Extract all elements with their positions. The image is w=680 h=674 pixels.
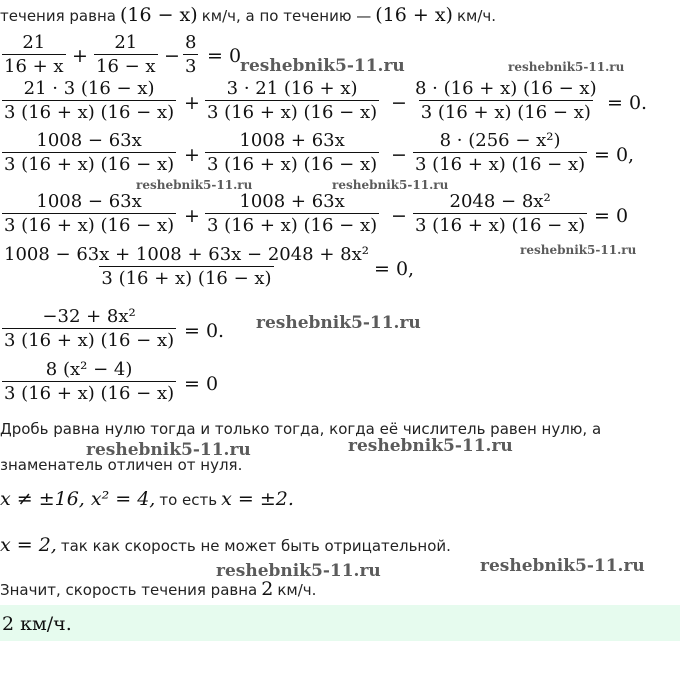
intro-expr-downstream: (16 + x) [375,4,453,26]
eq4-rhs: = 0 [594,205,629,227]
eq4-minus: − [391,205,407,227]
eq6-fraction: $\frac{\text{−32 + 8x²}}{3 (16 + x) (16 - x)}$ [4,306,175,351]
eq2-minus: − [391,92,407,114]
eq3-fraction-3: $\frac{\text{8 · (256 − x²)}}{3 (16 + x) (16 - x)}$ [415,130,586,175]
fraction-rule-line-1: Дробь равна нулю тогда и только тогда, когда её числитель равен нулю, а [0,420,602,438]
conclusion-line [0,578,316,600]
eq2-rhs: = 0. [607,92,648,114]
eq4-fraction-2: $\frac{1008 + 63x}{3 (16 + x) (16 - x)}$ [207,191,378,236]
eq1-fraction-3: $\frac{8}{3}$ [185,32,197,77]
watermark: reshebnik5-11.ru [256,313,421,333]
speed-note-expr: x = 2, [0,534,57,556]
condition-expr: x ≠ ±16, x² = 4, [0,488,156,510]
eq4-plus: + [184,205,200,227]
condition-line [0,488,294,510]
condition-result: x = ±2. [221,488,294,510]
eq1-minus: − [164,45,180,67]
eq3-minus: − [391,144,407,166]
watermark: reshebnik5-11.ru [136,178,253,192]
eq2-fraction-2: $\frac{3 \cdot 21 (16 + x)}{3 (16 + x) (16 - x)}$ [207,78,378,123]
watermark: reshebnik5-11.ru [508,60,625,74]
eq2-fraction-3: $\frac{8 \cdot (16 + x) (16 - x)}{3 (16 + x) (16 - x)}$ [415,78,597,123]
eq1-plus: + [72,45,88,67]
eq7-rhs: = 0 [184,373,219,395]
conclusion-unit: км/ч. [277,581,317,599]
speed-note [0,534,451,556]
condition-text: то есть [159,491,218,509]
intro-suffix: км/ч. [456,7,497,25]
eq3-plus: + [184,144,200,166]
eq4-fraction-3: $\frac{\text{2048 − 8x²}}{3 (16 + x) (16 - x)}$ [415,191,586,236]
eq2-fraction-1: $\frac{21 \cdot 3 (16 - x)}{3 (16 + x) (16 - x)}$ [4,78,175,123]
eq2-plus: + [184,92,200,114]
intro-prefix: течения равна [0,7,116,25]
answer-box [0,605,680,641]
watermark: reshebnik5-11.ru [86,440,251,460]
intro-line [0,4,496,26]
conclusion-text: Значит, скорость течения равна [0,581,258,599]
watermark: reshebnik5-11.ru [216,561,381,581]
eq5-fraction: $\frac{\text{1008 − 63x + 1008 + 63x − 2048 + 8x²}}{3 (16 + x) (16 - x)}$ [4,244,369,289]
fraction-rule-line-2: знаменатель отличен от нуля. [0,456,243,474]
watermark: reshebnik5-11.ru [332,178,449,192]
speed-note-text: так как скорость не может быть отрицательной. [60,537,451,555]
answer-text: 2 км/ч. [2,613,72,635]
intro-mid: км/ч, а по течению — [201,7,372,25]
eq7-fraction: $\frac{\text{8 (x² − 4)}}{3 (16 + x) (16 - x)}$ [4,359,175,404]
intro-expr-upstream: (16 − x) [119,4,198,26]
watermark: reshebnik5-11.ru [348,436,513,456]
eq3-fraction-1: $\frac{1008 - 63x}{3 (16 + x) (16 - x)}$ [4,130,175,175]
eq3-rhs: = 0, [594,144,635,166]
conclusion-value: 2 [261,578,274,600]
eq4-fraction-1: $\frac{1008 - 63x}{3 (16 + x) (16 - x)}$ [4,191,175,236]
eq5-rhs: = 0, [374,258,415,280]
eq1-fraction-1: $\frac{21}{16 + x}$ [4,32,64,77]
watermark: reshebnik5-11.ru [240,56,405,76]
eq3-fraction-2: $\frac{1008 + 63x}{3 (16 + x) (16 - x)}$ [207,130,378,175]
watermark: reshebnik5-11.ru [480,556,645,576]
eq1-rhs: = 0 [207,45,242,67]
eq1-fraction-2: $\frac{21}{16 - x}$ [96,32,156,77]
watermark: reshebnik5-11.ru [520,243,637,257]
eq6-rhs: = 0. [184,320,225,342]
